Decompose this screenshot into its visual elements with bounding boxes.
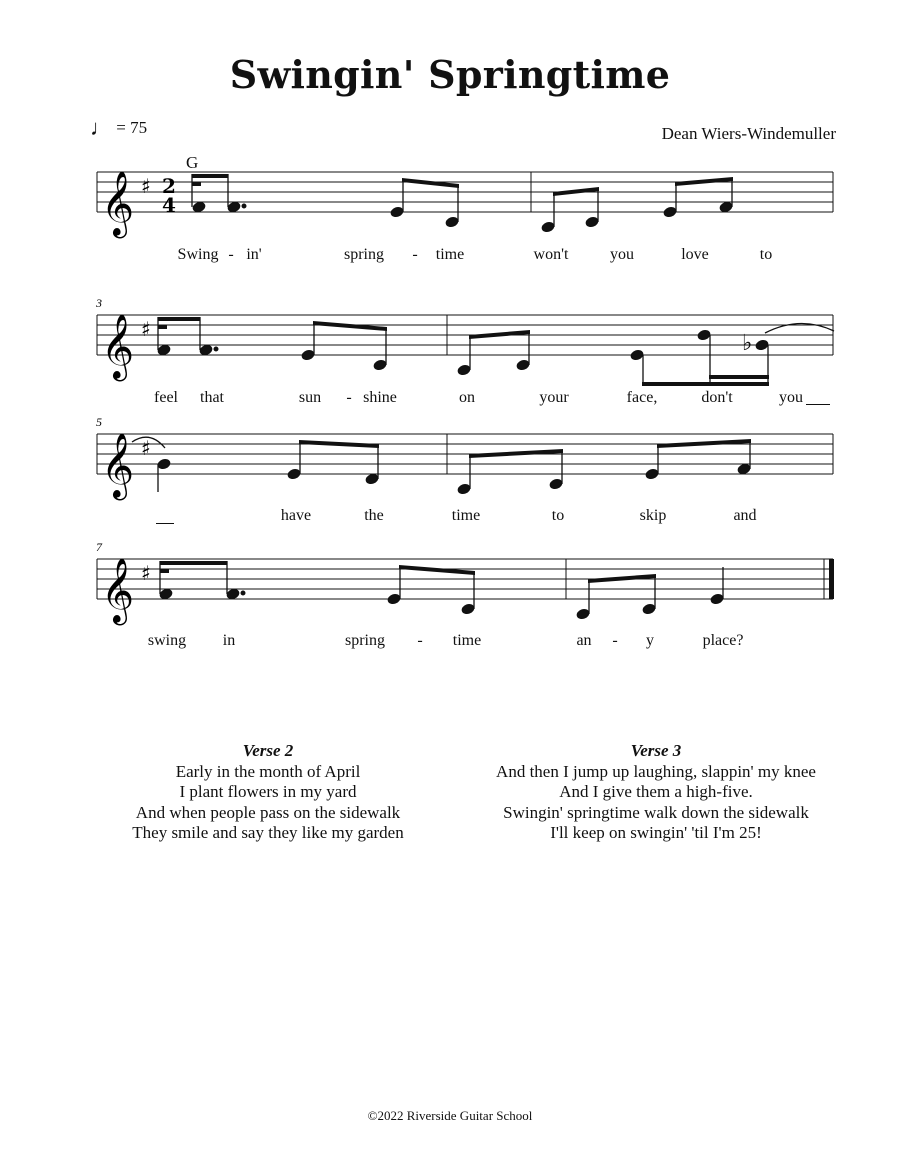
flat-icon: ♭: [742, 331, 753, 356]
verse-2: [88, 741, 448, 844]
lyric-syllable: you: [779, 389, 803, 406]
measure-number: 3: [96, 296, 102, 310]
measure-number: 7: [96, 540, 102, 554]
lyric-syllable: shine: [363, 389, 397, 406]
tempo-value: = 75: [116, 118, 148, 137]
time-sig-top: 2: [162, 174, 176, 198]
lyric-hyphen: -: [612, 632, 618, 649]
lyric-syllable: y: [646, 632, 654, 649]
verse-line: And when people pass on the sidewalk: [135, 802, 401, 822]
lyric-syllable: time: [452, 632, 482, 649]
measure-number: 5: [96, 415, 102, 429]
lyric-syllable: and: [733, 507, 757, 524]
verse-line: They smile and say they like my garden: [132, 823, 404, 842]
sharp-icon: ♯: [141, 436, 151, 460]
lyric-syllable: on: [459, 389, 475, 406]
lyric-syllable: swing: [147, 632, 187, 649]
final-barline: [829, 559, 834, 599]
lyric-hyphen: -: [417, 632, 423, 649]
lyric-hyphen: -: [346, 389, 352, 406]
staff-system-3: [0, 415, 900, 502]
lyric-syllable: spring: [345, 632, 385, 649]
lyric-extender-line: [806, 404, 830, 405]
time-sig-bottom: 4: [162, 193, 176, 217]
lyric-syllable: won't: [533, 246, 569, 263]
verse-3: [476, 741, 836, 844]
treble-clef-icon: 𝄞: [101, 433, 135, 498]
treble-clef-icon: 𝄞: [101, 558, 135, 623]
staff-system-2: [0, 296, 900, 383]
verse-line: I plant flowers in my yard: [179, 782, 357, 801]
staff-system-4: [0, 540, 900, 625]
lyric-syllable: don't: [701, 389, 733, 406]
lyric-hyphen: -: [228, 246, 234, 263]
quarter-note-icon: ♩: [90, 115, 112, 140]
verse-line: And then I jump up laughing, slappin' my knee: [496, 761, 816, 781]
lyric-extender-line: [156, 523, 174, 524]
verse-line: I'll keep on swingin' 'til I'm 25!: [550, 823, 762, 842]
sharp-icon: ♯: [141, 561, 151, 585]
lyric-hyphen: -: [412, 246, 418, 263]
lyric-syllable: spring: [344, 246, 384, 263]
lyric-syllable: in: [222, 632, 236, 649]
lyric-syllable: you: [610, 246, 634, 263]
staff-system-1: [0, 160, 900, 240]
lyric-syllable: to: [551, 507, 565, 524]
lyric-syllable: time: [451, 507, 481, 524]
verse-title: Verse 2: [242, 741, 294, 760]
lyric-syllable: face,: [626, 389, 658, 406]
lyric-syllable: in': [246, 246, 262, 263]
lyric-syllable: Swing: [177, 246, 219, 263]
lyric-syllable: to: [759, 246, 773, 263]
lyric-syllable: have: [280, 507, 312, 524]
verse-title: Verse 3: [630, 741, 682, 760]
lyric-syllable: time: [435, 246, 465, 263]
lyric-syllable: skip: [639, 507, 667, 524]
verse-line: Early in the month of April: [175, 761, 361, 781]
lyric-syllable: the: [364, 507, 384, 524]
lyric-syllable: feel: [154, 389, 178, 406]
lyric-syllable: place?: [702, 632, 744, 649]
lyric-syllable: that: [200, 389, 224, 406]
sharp-icon: ♯: [141, 174, 151, 198]
lyric-syllable: your: [539, 389, 569, 406]
lyric-syllable: love: [681, 246, 709, 263]
sharp-icon: ♯: [141, 317, 151, 341]
chord-symbol: G: [186, 153, 199, 172]
verse-line: And I give them a high-five.: [559, 782, 753, 801]
treble-clef-icon: 𝄞: [101, 171, 135, 236]
verse-line: Swingin' springtime walk down the sidewalk: [503, 802, 809, 822]
copyright-notice: ©2022 Riverside Guitar School: [367, 1108, 533, 1123]
lyric-syllable: sun: [298, 389, 322, 406]
song-title: Swingin' Springtime: [229, 52, 671, 97]
lyric-syllable: an: [576, 632, 592, 649]
composer: Dean Wiers-Windemuller: [661, 124, 836, 143]
tempo-marking: [90, 115, 147, 141]
treble-clef-icon: 𝄞: [101, 314, 135, 379]
